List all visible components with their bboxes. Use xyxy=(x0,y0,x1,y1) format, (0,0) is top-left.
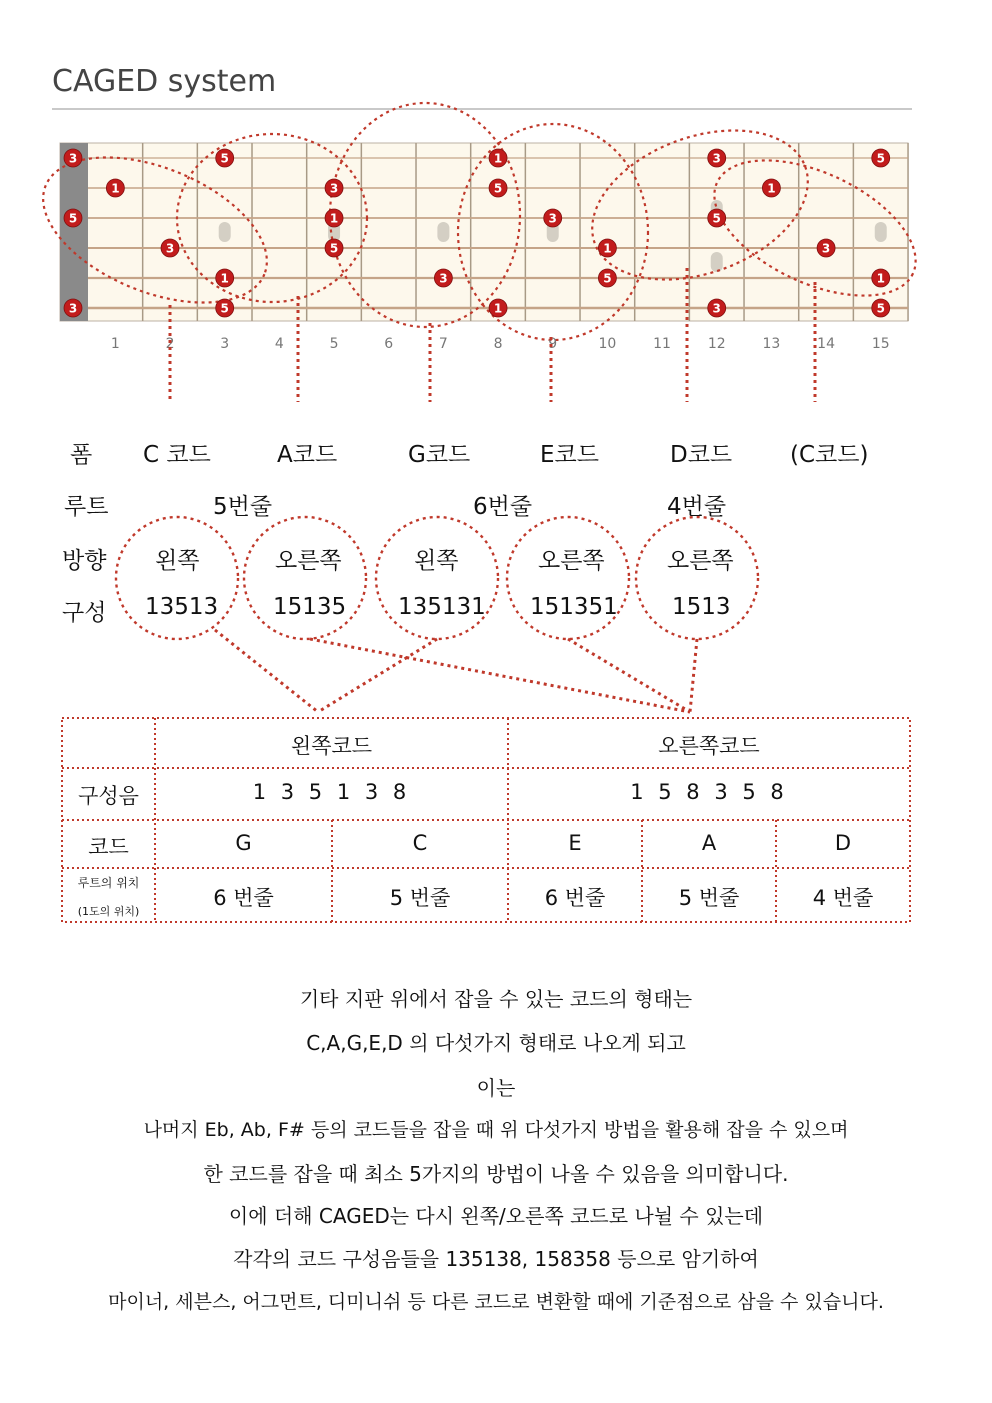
note-marker xyxy=(872,149,890,167)
right-link-a xyxy=(310,639,690,712)
root-5th-string: 5번줄 xyxy=(213,494,273,520)
root-6th-string: 6번줄 xyxy=(473,494,533,520)
fret-number: 1 xyxy=(110,336,120,352)
root-label: 루트 xyxy=(64,494,109,520)
note-degree-label: 5 xyxy=(603,271,612,286)
direction-c: 왼쪽 xyxy=(155,548,200,574)
right-chord-header: 오른쪽코드 xyxy=(658,734,760,758)
composition-c: 13513 xyxy=(145,594,219,620)
note-marker xyxy=(216,269,234,287)
chord-c: C xyxy=(412,831,428,855)
note-degree-label: 3 xyxy=(712,301,721,316)
left-link-c xyxy=(215,630,318,712)
note-degree-label: 1 xyxy=(329,211,339,226)
form-label: 폼 xyxy=(70,442,93,468)
direction-d: 오른쪽 xyxy=(667,548,734,574)
direction-label: 방향 xyxy=(62,548,107,574)
root-position-d: 4 번줄 xyxy=(812,886,874,910)
note-degree-label: 1 xyxy=(876,271,885,286)
note-degree-label: 5 xyxy=(876,301,885,316)
root-4th-string: 4번줄 xyxy=(667,494,727,520)
note-marker xyxy=(872,299,890,317)
note-marker xyxy=(161,239,179,257)
note-marker xyxy=(489,179,507,197)
note-marker xyxy=(489,149,507,167)
inlay-dot xyxy=(219,222,231,242)
note-marker xyxy=(64,209,82,227)
fret-number: 15 xyxy=(871,336,890,352)
direction-g: 왼쪽 xyxy=(414,548,459,574)
right-link-d xyxy=(690,639,697,712)
right-circle-d xyxy=(636,517,758,639)
right-circle-a xyxy=(244,517,366,639)
fret-number: 4 xyxy=(274,336,284,352)
note-degree-label: 3 xyxy=(439,271,448,286)
fret-number: 6 xyxy=(384,336,394,352)
note-degree-label: 5 xyxy=(68,211,78,226)
note-degree-label: 5 xyxy=(220,301,229,316)
note-degree-label: 5 xyxy=(876,151,885,166)
note-degree-label: 5 xyxy=(329,241,339,256)
inlay-dot xyxy=(875,222,887,242)
fret-number: 8 xyxy=(493,336,503,352)
paragraph-line: 한 코드를 잡을 때 최소 5가지의 방법이 나올 수 있음을 의미합니다. xyxy=(203,1162,789,1186)
left-chord-header: 왼쪽코드 xyxy=(290,734,373,758)
composition-row-label: 구성음 xyxy=(78,784,139,808)
composition-e: 151351 xyxy=(530,594,618,620)
composition-label: 구성 xyxy=(62,600,107,626)
note-marker xyxy=(216,149,234,167)
note-degree-label: 1 xyxy=(603,241,612,256)
composition-d: 1513 xyxy=(672,594,731,620)
form-c: C 코드 xyxy=(143,442,211,468)
fret-number: 9 xyxy=(548,336,558,352)
root-position-e: 6 번줄 xyxy=(544,886,606,910)
inlay-dot xyxy=(437,222,449,242)
note-degree-label: 3 xyxy=(712,151,721,166)
note-marker xyxy=(708,299,726,317)
note-marker xyxy=(434,269,452,287)
paragraph-line: 마이너, 세븐스, 어그먼트, 디미니쉬 등 다른 코드로 변환할 때에 기준점으로 삼을 수 있습니다. xyxy=(108,1291,884,1313)
note-degree-label: 1 xyxy=(493,151,503,166)
note-marker xyxy=(817,239,835,257)
note-degree-label: 3 xyxy=(329,181,339,196)
note-marker xyxy=(708,149,726,167)
note-marker xyxy=(325,179,343,197)
note-marker xyxy=(325,209,343,227)
fretboard xyxy=(60,143,908,321)
right-circle-e xyxy=(507,517,629,639)
chord-a: A xyxy=(701,831,717,855)
note-marker xyxy=(106,179,124,197)
chord-e: E xyxy=(568,831,582,855)
nut xyxy=(60,143,88,321)
left-composition: 1 3 5 1 3 8 xyxy=(252,780,411,804)
direction-a: 오른쪽 xyxy=(275,548,342,574)
paragraph-line: 기타 지판 위에서 잡을 수 있는 코드의 형태는 xyxy=(299,987,693,1011)
note-degree-label: 3 xyxy=(821,241,831,256)
inlay-dot xyxy=(711,252,723,272)
fret-number: 7 xyxy=(438,336,448,352)
paragraph-line: 나머지 Eb, Ab, F# 등의 코드들을 잡을 때 위 다섯가지 방법을 활용해 잡을 수 있으며 xyxy=(143,1119,849,1141)
fret-number: 12 xyxy=(707,336,726,352)
direction-e: 오른쪽 xyxy=(538,548,605,574)
note-marker xyxy=(64,299,82,317)
form-a: A코드 xyxy=(277,442,338,468)
note-degree-label: 5 xyxy=(493,181,503,196)
note-degree-label: 5 xyxy=(712,211,721,226)
paragraph-line: C,A,G,E,D 의 다섯가지 형태로 나오게 되고 xyxy=(306,1031,686,1055)
fret-number: 14 xyxy=(817,336,835,352)
composition-a: 15135 xyxy=(273,594,347,620)
page-title: CAGED system xyxy=(52,64,277,99)
fret-number: 11 xyxy=(653,336,671,352)
note-marker xyxy=(64,149,82,167)
note-degree-label: 5 xyxy=(220,151,229,166)
left-circle-g xyxy=(376,517,498,639)
paragraph-line: 이에 더해 CAGED는 다시 왼쪽/오른쪽 코드로 나뉠 수 있는데 xyxy=(228,1204,764,1228)
paragraph-line: 이는 xyxy=(476,1076,516,1100)
fret-number: 10 xyxy=(598,336,617,352)
note-marker xyxy=(872,269,890,287)
fret-number: 13 xyxy=(762,336,781,352)
form-g: G코드 xyxy=(408,442,471,468)
root-position-g: 6 번줄 xyxy=(213,886,274,910)
chord-g: G xyxy=(235,831,252,855)
composition-g: 135131 xyxy=(398,594,486,620)
note-degree-label: 1 xyxy=(767,181,776,196)
note-degree-label: 3 xyxy=(548,211,557,226)
note-degree-label: 1 xyxy=(111,181,120,196)
note-degree-label: 3 xyxy=(165,241,175,256)
note-marker xyxy=(598,269,616,287)
form-e: E코드 xyxy=(540,442,599,468)
note-degree-label: 1 xyxy=(220,271,229,286)
note-marker xyxy=(544,209,562,227)
form-d: D코드 xyxy=(670,442,733,468)
note-degree-label: 1 xyxy=(493,301,503,316)
note-degree-label: 3 xyxy=(68,301,78,316)
note-marker xyxy=(762,179,780,197)
note-marker xyxy=(598,239,616,257)
left-link-g xyxy=(318,639,437,712)
note-marker xyxy=(489,299,507,317)
paragraph-line: 각각의 코드 구성음들을 135138, 158358 등으로 암기하여 xyxy=(233,1247,759,1271)
fret-number: 2 xyxy=(165,336,175,352)
root-position-a: 5 번줄 xyxy=(678,886,740,910)
note-marker xyxy=(216,299,234,317)
root-position-c: 5 번줄 xyxy=(389,886,451,910)
right-composition: 1 5 8 3 5 8 xyxy=(630,780,788,804)
note-marker xyxy=(708,209,726,227)
chord-row-label: 코드 xyxy=(88,835,129,859)
note-marker xyxy=(325,239,343,257)
fret-number: 3 xyxy=(220,336,230,352)
fret-number: 5 xyxy=(329,336,339,352)
root-row-label: 루트의 위치 xyxy=(77,876,140,890)
note-degree-label: 3 xyxy=(68,151,78,166)
root-row-sublabel: (1도의 위치) xyxy=(77,905,140,918)
form-c2: (C코드) xyxy=(790,442,869,468)
chord-d: D xyxy=(834,831,852,855)
left-circle-c xyxy=(116,517,238,639)
